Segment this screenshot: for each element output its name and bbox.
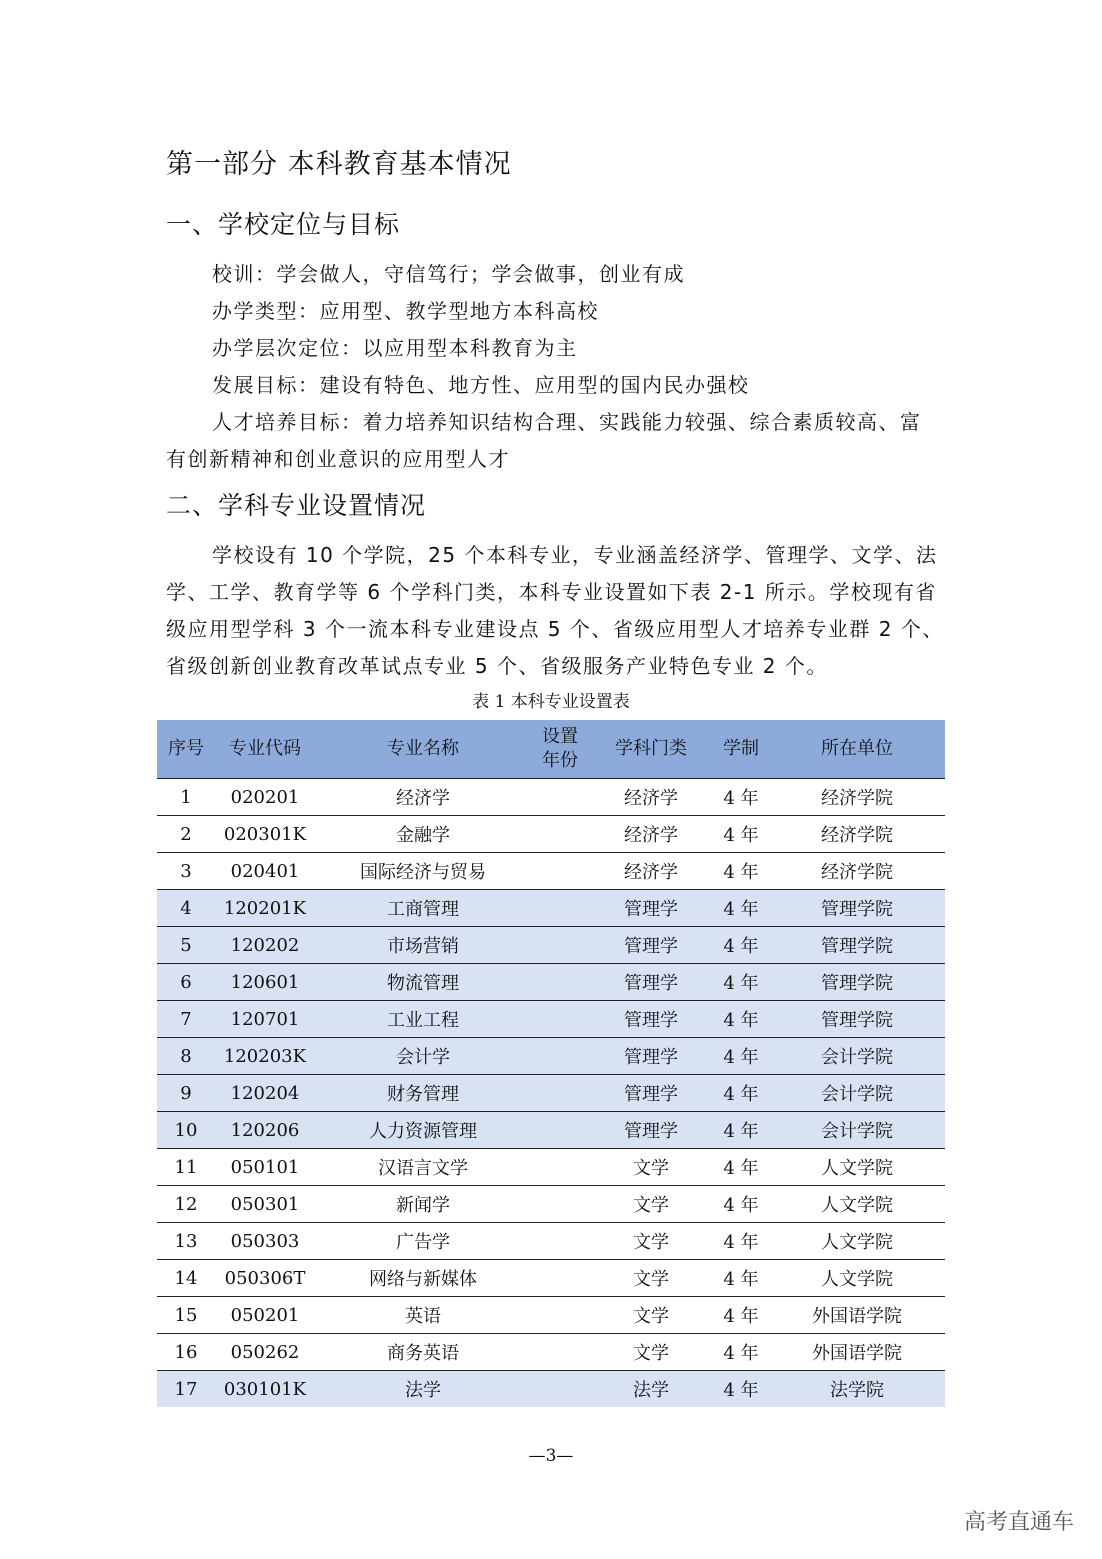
cell-duration: 4 年: [713, 1112, 769, 1149]
cell-year: [531, 964, 589, 1001]
cell-year: [531, 1149, 589, 1186]
cell-unit: 经济学院: [769, 853, 945, 890]
cell-no: 1: [157, 779, 215, 816]
cell-name: 人力资源管理: [315, 1112, 531, 1149]
cell-duration: 4 年: [713, 779, 769, 816]
cell-duration: 4 年: [713, 964, 769, 1001]
table-header-row: [157, 720, 945, 779]
cell-no: 16: [157, 1334, 215, 1371]
cell-duration: 4 年: [713, 890, 769, 927]
cell-no: 11: [157, 1149, 215, 1186]
cell-name: 汉语言文学: [315, 1149, 531, 1186]
cell-no: 13: [157, 1223, 215, 1260]
cell-unit: 管理学院: [769, 890, 945, 927]
col-header-duration: 学制: [713, 720, 769, 779]
cell-unit: 人文学院: [769, 1260, 945, 1297]
cell-duration: 4 年: [713, 1038, 769, 1075]
col-header-year-line1: 设置: [542, 726, 578, 747]
cell-no: 17: [157, 1371, 215, 1408]
cell-duration: 4 年: [713, 1001, 769, 1038]
cell-unit: 经济学院: [769, 816, 945, 853]
cell-year: [531, 1075, 589, 1112]
cell-unit: 会计学院: [769, 1075, 945, 1112]
col-header-year-line2: 年份: [542, 750, 578, 771]
cell-no: 4: [157, 890, 215, 927]
cell-category: 管理学: [589, 964, 713, 1001]
cell-no: 3: [157, 853, 215, 890]
table-row: [157, 1223, 945, 1260]
motto-line: 校训：学会做人，守信笃行；学会做事，创业有成: [212, 262, 685, 286]
section2-para-line: 级应用型学科 3 个一流本科专业建设点 5 个、省级应用型人才培养专业群 2 个、: [166, 617, 944, 641]
section2-para-line: 学校设有 10 个学院，25 个本科专业，专业涵盖经济学、管理学、文学、法: [212, 543, 938, 567]
cell-category: 管理学: [589, 1112, 713, 1149]
cell-duration: 4 年: [713, 1075, 769, 1112]
cell-no: 15: [157, 1297, 215, 1334]
cell-code: 120202: [215, 927, 315, 964]
cell-code: 120601: [215, 964, 315, 1001]
cell-unit: 外国语学院: [769, 1334, 945, 1371]
cell-no: 8: [157, 1038, 215, 1075]
table-row: [157, 890, 945, 927]
cell-name: 会计学: [315, 1038, 531, 1075]
cell-year: [531, 1038, 589, 1075]
table-row: [157, 1075, 945, 1112]
cell-unit: 会计学院: [769, 1038, 945, 1075]
cell-duration: 4 年: [713, 1371, 769, 1408]
cell-duration: 4 年: [713, 1297, 769, 1334]
cell-code: 050301: [215, 1186, 315, 1223]
cell-year: [531, 816, 589, 853]
cell-category: 经济学: [589, 779, 713, 816]
cell-code: 120204: [215, 1075, 315, 1112]
cell-category: 文学: [589, 1186, 713, 1223]
cell-code: 120701: [215, 1001, 315, 1038]
col-header-no: 序号: [157, 720, 215, 779]
cell-code: 020401: [215, 853, 315, 890]
cell-year: [531, 1186, 589, 1223]
cell-name: 商务英语: [315, 1334, 531, 1371]
table-row: [157, 964, 945, 1001]
section2-para-line: 省级创新创业教育改革试点专业 5 个、省级服务产业特色专业 2 个。: [166, 654, 828, 678]
cell-duration: 4 年: [713, 816, 769, 853]
cell-duration: 4 年: [713, 1334, 769, 1371]
cell-year: [531, 1260, 589, 1297]
section2-para-line: 学、工学、教育学等 6 个学科门类，本科专业设置如下表 2-1 所示。学校现有省: [166, 580, 937, 604]
table-row: [157, 1001, 945, 1038]
table-row: [157, 1260, 945, 1297]
watermark-text: 高考直通车: [963, 1510, 1074, 1535]
table-row: [157, 1112, 945, 1149]
cell-unit: 人文学院: [769, 1186, 945, 1223]
cell-code: 120201K: [215, 890, 315, 927]
cell-unit: 外国语学院: [769, 1297, 945, 1334]
cell-category: 文学: [589, 1297, 713, 1334]
cell-name: 英语: [315, 1297, 531, 1334]
majors-table: [157, 720, 945, 1407]
table-row: [157, 816, 945, 853]
cell-name: 金融学: [315, 816, 531, 853]
cell-unit: 法学院: [769, 1371, 945, 1408]
cell-unit: 管理学院: [769, 964, 945, 1001]
cell-unit: 人文学院: [769, 1223, 945, 1260]
cell-year: [531, 779, 589, 816]
table-caption: 表 1 本科专业设置表: [472, 692, 630, 712]
cell-duration: 4 年: [713, 1149, 769, 1186]
cell-name: 市场营销: [315, 927, 531, 964]
table-body: [157, 779, 945, 1408]
page-number: —3—: [528, 1446, 574, 1466]
section2-title: 二、学科专业设置情况: [166, 491, 427, 520]
cell-code: 020201: [215, 779, 315, 816]
cell-category: 经济学: [589, 853, 713, 890]
cell-duration: 4 年: [713, 1223, 769, 1260]
school-type-line: 办学类型：应用型、教学型地方本科高校: [212, 299, 599, 323]
cell-no: 9: [157, 1075, 215, 1112]
section1-title: 一、学校定位与目标: [166, 210, 401, 239]
cell-name: 经济学: [315, 779, 531, 816]
cell-year: [531, 1371, 589, 1408]
cell-category: 法学: [589, 1371, 713, 1408]
cell-year: [531, 1001, 589, 1038]
goal-line: 发展目标：建设有特色、地方性、应用型的国内民办强校: [212, 373, 750, 397]
cell-code: 050101: [215, 1149, 315, 1186]
cell-no: 7: [157, 1001, 215, 1038]
cell-code: 050303: [215, 1223, 315, 1260]
cell-name: 财务管理: [315, 1075, 531, 1112]
cell-no: 5: [157, 927, 215, 964]
table-row: [157, 1371, 945, 1408]
cell-code: 120203K: [215, 1038, 315, 1075]
cell-year: [531, 1112, 589, 1149]
table-row: [157, 927, 945, 964]
cell-category: 管理学: [589, 1001, 713, 1038]
cell-unit: 经济学院: [769, 779, 945, 816]
col-header-unit: 所在单位: [769, 720, 945, 779]
cell-no: 14: [157, 1260, 215, 1297]
cell-name: 法学: [315, 1371, 531, 1408]
table-row: [157, 779, 945, 816]
cell-no: 6: [157, 964, 215, 1001]
cell-name: 物流管理: [315, 964, 531, 1001]
col-header-category: 学科门类: [589, 720, 713, 779]
table-row: [157, 1038, 945, 1075]
cell-category: 管理学: [589, 927, 713, 964]
cell-code: 050201: [215, 1297, 315, 1334]
table-row: [157, 1297, 945, 1334]
cell-unit: 会计学院: [769, 1112, 945, 1149]
talent-goal-line: 人才培养目标：着力培养知识结构合理、实践能力较强、综合素质较高、富: [212, 410, 922, 434]
table-row: [157, 1186, 945, 1223]
cell-unit: 管理学院: [769, 927, 945, 964]
cell-duration: 4 年: [713, 927, 769, 964]
col-header-name: 专业名称: [315, 720, 531, 779]
table-row: [157, 1334, 945, 1371]
cell-category: 文学: [589, 1149, 713, 1186]
cell-unit: 管理学院: [769, 1001, 945, 1038]
table-row: [157, 853, 945, 890]
cell-category: 文学: [589, 1260, 713, 1297]
col-header-year: [531, 720, 589, 779]
cell-category: 经济学: [589, 816, 713, 853]
cell-duration: 4 年: [713, 853, 769, 890]
cell-category: 管理学: [589, 890, 713, 927]
cell-name: 广告学: [315, 1223, 531, 1260]
cell-name: 工商管理: [315, 890, 531, 927]
cell-year: [531, 853, 589, 890]
part-heading: 第一部分 本科教育基本情况: [166, 149, 512, 180]
cell-category: 文学: [589, 1223, 713, 1260]
cell-no: 12: [157, 1186, 215, 1223]
cell-code: 050306T: [215, 1260, 315, 1297]
cell-duration: 4 年: [713, 1260, 769, 1297]
cell-no: 10: [157, 1112, 215, 1149]
talent-goal-line-cont: 有创新精神和创业意识的应用型人才: [166, 447, 510, 471]
cell-category: 管理学: [589, 1038, 713, 1075]
cell-year: [531, 1223, 589, 1260]
cell-year: [531, 927, 589, 964]
cell-category: 文学: [589, 1334, 713, 1371]
table-row: [157, 1149, 945, 1186]
cell-code: 120206: [215, 1112, 315, 1149]
cell-duration: 4 年: [713, 1186, 769, 1223]
cell-name: 国际经济与贸易: [315, 853, 531, 890]
cell-no: 2: [157, 816, 215, 853]
cell-code: 030101K: [215, 1371, 315, 1408]
cell-name: 新闻学: [315, 1186, 531, 1223]
level-line: 办学层次定位：以应用型本科教育为主: [212, 336, 578, 360]
cell-category: 管理学: [589, 1075, 713, 1112]
col-header-code: 专业代码: [215, 720, 315, 779]
cell-name: 工业工程: [315, 1001, 531, 1038]
cell-year: [531, 890, 589, 927]
cell-year: [531, 1297, 589, 1334]
cell-code: 050262: [215, 1334, 315, 1371]
cell-name: 网络与新媒体: [315, 1260, 531, 1297]
cell-unit: 人文学院: [769, 1149, 945, 1186]
cell-year: [531, 1334, 589, 1371]
cell-code: 020301K: [215, 816, 315, 853]
